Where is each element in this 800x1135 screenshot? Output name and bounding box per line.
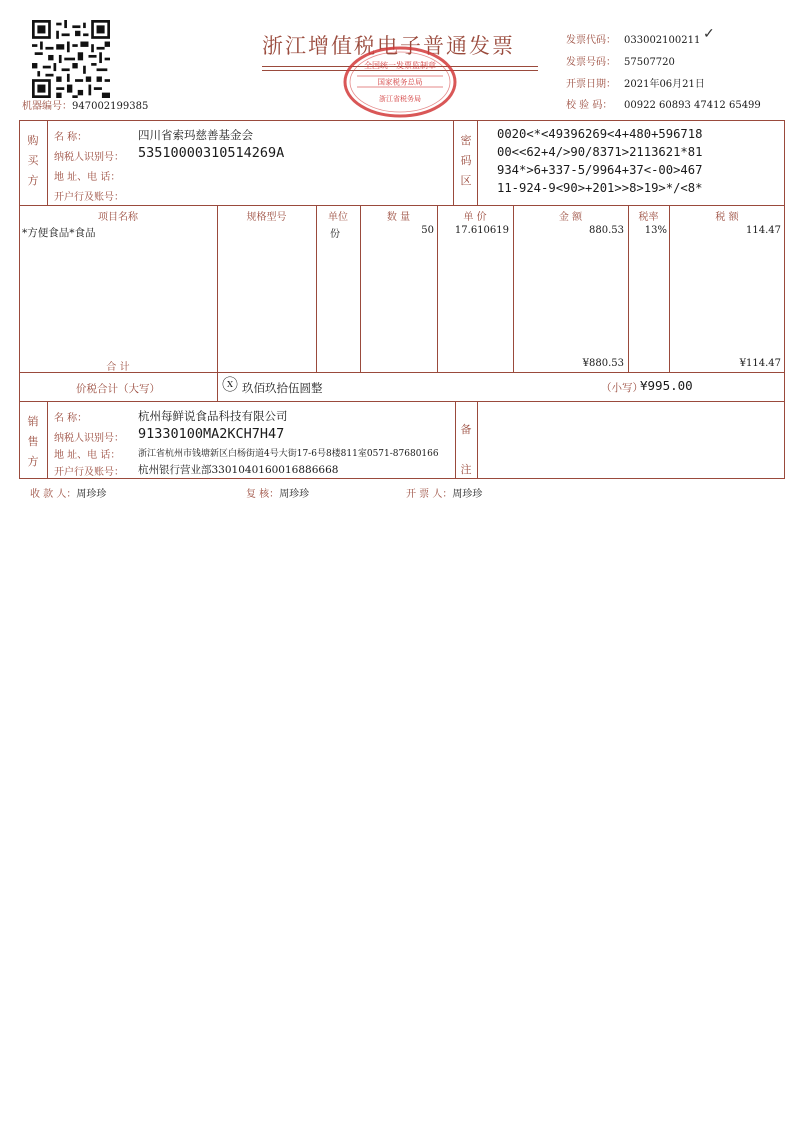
- total-amount: ¥880.53: [582, 358, 624, 369]
- divider: [19, 401, 785, 402]
- seller-bank: 杭州银行营业部3301040160016886668: [138, 464, 339, 476]
- machine-number-label: 机器编号：: [22, 101, 72, 112]
- item-amount: 880.53: [589, 225, 624, 236]
- total-tax: ¥114.47: [739, 358, 781, 369]
- check-code-value: 00922 60893 47412 65499: [624, 100, 761, 111]
- remarks-side-char: 备: [460, 423, 472, 436]
- issuer: [406, 485, 482, 500]
- cipher-line: 0020<*<49396269<4+480+596718: [497, 127, 703, 141]
- cipher-side-char: 区: [460, 174, 472, 187]
- divider: [19, 205, 785, 206]
- divider: [47, 120, 48, 205]
- invoice-number-label: 发票号码：: [566, 57, 616, 68]
- cipher-text: [497, 125, 702, 197]
- invoice-code-row: [566, 31, 700, 46]
- seller-tax-id-label: 纳税人识别号：: [54, 433, 124, 444]
- buyer-name-label: 名 称：: [54, 132, 88, 143]
- seller-tax-id: 91330100MA2KCH7H47: [138, 426, 285, 442]
- divider: [316, 205, 317, 372]
- check-code-label: 校 验 码：: [566, 100, 613, 111]
- reviewer-value: 周珍珍: [279, 489, 310, 500]
- item-tax-rate: 13%: [644, 225, 667, 236]
- col-header-amount: 金 额: [558, 212, 583, 223]
- payee: [30, 485, 106, 500]
- tax-bureau-seal-icon: [343, 46, 457, 118]
- seller-side-char: 销: [27, 415, 39, 428]
- buyer-bank-label: 开户行及账号：: [54, 192, 124, 203]
- machine-number: [22, 97, 148, 112]
- remarks-side-label: [455, 410, 477, 490]
- seller-name-label: 名 称：: [54, 413, 88, 424]
- cipher-side-char: 码: [460, 154, 472, 167]
- remarks-side-char: 注: [460, 463, 472, 476]
- invoice-number-value: 57507720: [624, 57, 675, 68]
- buyer-name: 四川省索玛慈善基金会: [138, 128, 253, 142]
- total-small-value: ¥995.00: [640, 378, 693, 393]
- issue-date-value: 2021年06月21日: [624, 79, 705, 90]
- divider: [217, 372, 218, 401]
- invoice-code-label: 发票代码：: [566, 35, 616, 46]
- col-header-item-name: 项目名称: [98, 212, 138, 223]
- total-in-words: 玖佰玖拾伍圆整: [242, 381, 323, 395]
- cross-circle-icon: ⓧ: [222, 375, 239, 394]
- item-unit: 份: [330, 229, 340, 240]
- col-header-spec: 规格型号: [246, 212, 287, 223]
- cipher-side-label: [455, 131, 477, 191]
- buyer-tax-id: 53510000310514269A: [138, 145, 285, 161]
- divider: [453, 120, 454, 205]
- reviewer-label: 复 核：: [246, 489, 280, 500]
- seller-name: 杭州每鲜说食品科技有限公司: [138, 409, 288, 423]
- seller-address-label: 地 址、电 话：: [54, 450, 121, 461]
- invoice-title: 浙江增值税电子普通发票: [262, 34, 515, 58]
- cipher-line: 00<<62+4/>90/8371>2113621*81: [497, 145, 703, 159]
- issuer-value: 周珍珍: [452, 489, 483, 500]
- divider: [477, 120, 478, 205]
- buyer-side-label: [22, 131, 44, 191]
- check-code-row: [566, 96, 761, 111]
- seal-bottom-text: 浙江省税务局: [379, 95, 421, 103]
- divider: [47, 401, 48, 479]
- total-small-label: （小写）: [601, 382, 643, 394]
- issue-date-row: [566, 75, 705, 90]
- col-header-tax-rate: 税率: [638, 212, 659, 223]
- item-quantity: 50: [421, 225, 434, 236]
- seal-middle-text: 国家税务总局: [377, 77, 423, 87]
- seller-side-char: 售: [27, 435, 39, 448]
- invoice-code-value: 033002100211: [624, 35, 701, 46]
- seller-bank-label: 开户行及账号：: [54, 467, 124, 478]
- buyer-side-char: 购: [27, 134, 39, 147]
- issuer-label: 开 票 人：: [406, 489, 453, 500]
- buyer-side-char: 方: [27, 174, 39, 187]
- seller-side-char: 方: [27, 455, 39, 468]
- reviewer: [246, 485, 309, 500]
- check-mark-icon: ✓: [703, 26, 715, 42]
- col-header-unit: 单位: [328, 212, 348, 223]
- payee-label: 收 款 人：: [30, 489, 77, 500]
- total-label: 合 计: [106, 362, 130, 373]
- item-name: *方便食品*食品: [22, 227, 96, 239]
- total-in-words-label: 价税合计（大写）: [76, 383, 160, 395]
- cipher-side-char: 密: [460, 134, 472, 147]
- cipher-line: 934*>6+337-5/9964+37<-00>467: [497, 163, 703, 177]
- divider: [477, 401, 478, 479]
- item-tax: 114.47: [746, 225, 781, 236]
- seal-top-text: 全国统一发票监制章: [364, 61, 436, 70]
- col-header-quantity: 数 量: [386, 212, 411, 223]
- seller-side-label: [22, 412, 44, 472]
- machine-number-value: 947002199385: [72, 101, 149, 112]
- payee-value: 周珍珍: [76, 489, 107, 500]
- seller-address: 浙江省杭州市钱塘新区白杨街道4号大街17-6号8楼811室0571-87680166: [138, 449, 439, 459]
- buyer-tax-id-label: 纳税人识别号：: [54, 152, 124, 163]
- cipher-line: 11-924-9<90>+201>>8>19>*/<8*: [497, 181, 703, 195]
- divider: [217, 205, 218, 372]
- buyer-side-char: 买: [27, 154, 39, 167]
- col-header-tax: 税 额: [715, 212, 739, 223]
- issue-date-label: 开票日期：: [566, 79, 616, 90]
- col-header-unit-price: 单 价: [463, 212, 487, 223]
- invoice-number-row: [566, 53, 675, 68]
- buyer-address-label: 地 址、电 话：: [54, 172, 121, 183]
- item-unit-price: 17.610619: [454, 225, 509, 236]
- qr-code-icon: [32, 20, 110, 98]
